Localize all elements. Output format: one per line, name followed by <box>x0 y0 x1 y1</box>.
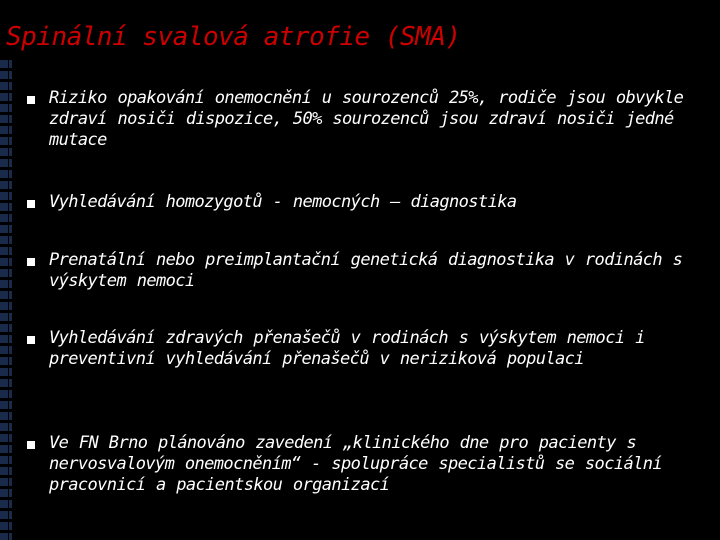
bullet-text: Vyhledávání zdravých přenašečů v rodinách s výskytem nemoci i preventivní vyhledávání přenašečů v neriziková populaci <box>49 328 645 369</box>
square-bullet-icon <box>27 96 35 104</box>
bullet-text: Ve FN Brno plánováno zavedení „klinického dne pro pacienty s nervosvalovým onemocněním“ - spolupráce specialistů se sociální pracovnicí a pacientskou organizací <box>49 433 662 495</box>
bullet-text: Riziko opakování onemocnění u sourozenců 25%, rodiče jsou obvykle zdraví nosiči dispozice, 50% sourozenců jsou zdraví nosiči jedné mutace <box>49 88 684 150</box>
square-bullet-icon <box>27 441 35 449</box>
square-bullet-icon <box>27 336 35 344</box>
bullet-text: Prenatální nebo preimplantační genetická diagnostika v rodinách s výskytem nemoci <box>49 250 683 291</box>
bullet-text: Vyhledávání homozygotů - nemocných – diagnostika <box>49 192 517 212</box>
square-bullet-icon <box>27 200 35 208</box>
decorative-grid-strip <box>0 60 12 540</box>
square-bullet-icon <box>27 258 35 266</box>
slide-title: Spinální svalová atrofie (SMA) <box>6 22 461 52</box>
